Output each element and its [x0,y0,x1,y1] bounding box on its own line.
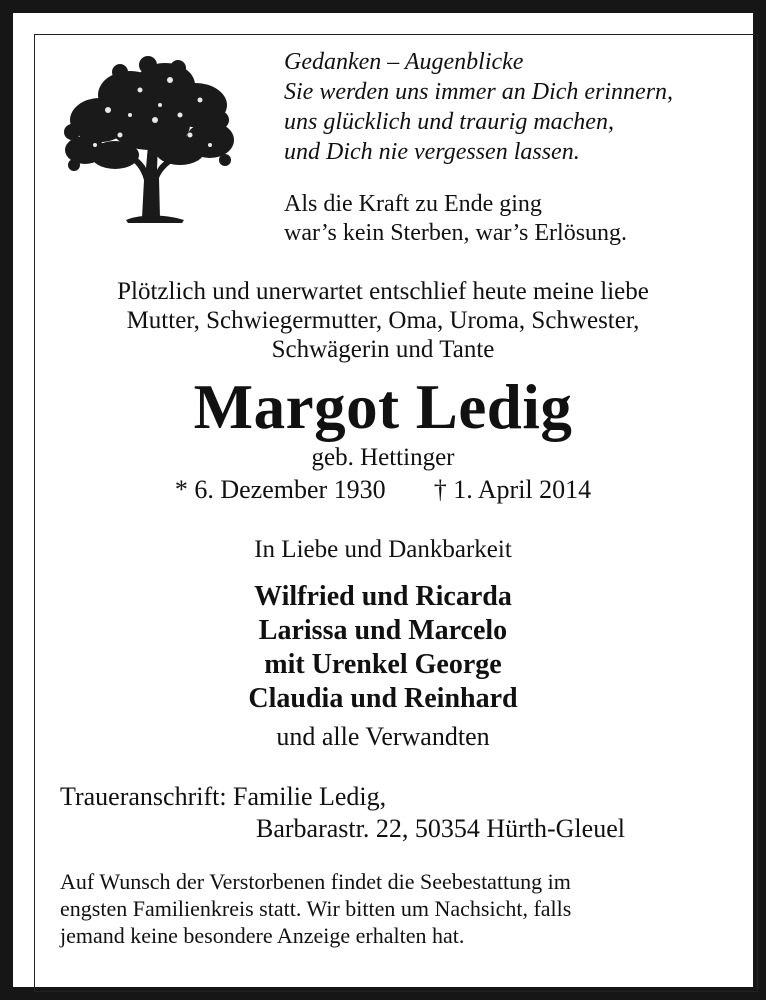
life-dates [0,474,766,506]
intro-text [0,277,766,364]
love-line: In Liebe und Dankbarkeit [254,536,512,563]
poem-line: und Dich nie vergessen lassen. [284,139,580,165]
relatives-line: und alle Verwandten [276,722,490,751]
poem [284,47,673,167]
burial-note [60,868,712,949]
verse-line: war’s kein Sterben, war’s Erlösung. [284,220,628,246]
poem-line: uns glücklich und traurig machen, [284,109,614,135]
note-line: Auf Wunsch der Verstorbenen findet die Seebestattung im [60,869,571,894]
mourner: Claudia und Reinhard [248,683,518,714]
note-line: engsten Familienkreis statt. Wir bitten um Nachsicht, falls [60,896,572,921]
verse [284,190,627,248]
mourners-list [0,580,766,716]
death-date: † 1. April 2014 [433,475,592,504]
tree-icon [60,50,238,225]
verse-line: Als die Kraft zu Ende ging [284,191,542,217]
address-line-1: Traueranschrift: Familie Ledig, [60,782,387,811]
intro-line: Schwägerin und Tante [271,336,495,363]
mourner: Larissa und Marcelo [258,615,508,646]
birth-date: * 6. Dezember 1930 [174,475,386,504]
birth-name: geb. Hettinger [311,444,455,471]
intro-line: Mutter, Schwiegermutter, Oma, Uroma, Schwester, [126,307,640,334]
mourner: mit Urenkel George [264,649,502,680]
mourner: Wilfried und Ricarda [254,581,512,612]
note-line: jemand keine besondere Anzeige erhalten hat. [60,923,465,948]
poem-line: Gedanken – Augenblicke [284,49,524,75]
address-line-2: Barbarastr. 22, 50354 Hürth-Gleuel [256,814,625,843]
deceased-name: Margot Ledig [193,372,573,442]
intro-line: Plötzlich und unerwartet entschlief heute meine liebe [117,278,649,305]
mourning-address [60,781,625,845]
poem-line: Sie werden uns immer an Dich erinnern, [284,79,674,105]
